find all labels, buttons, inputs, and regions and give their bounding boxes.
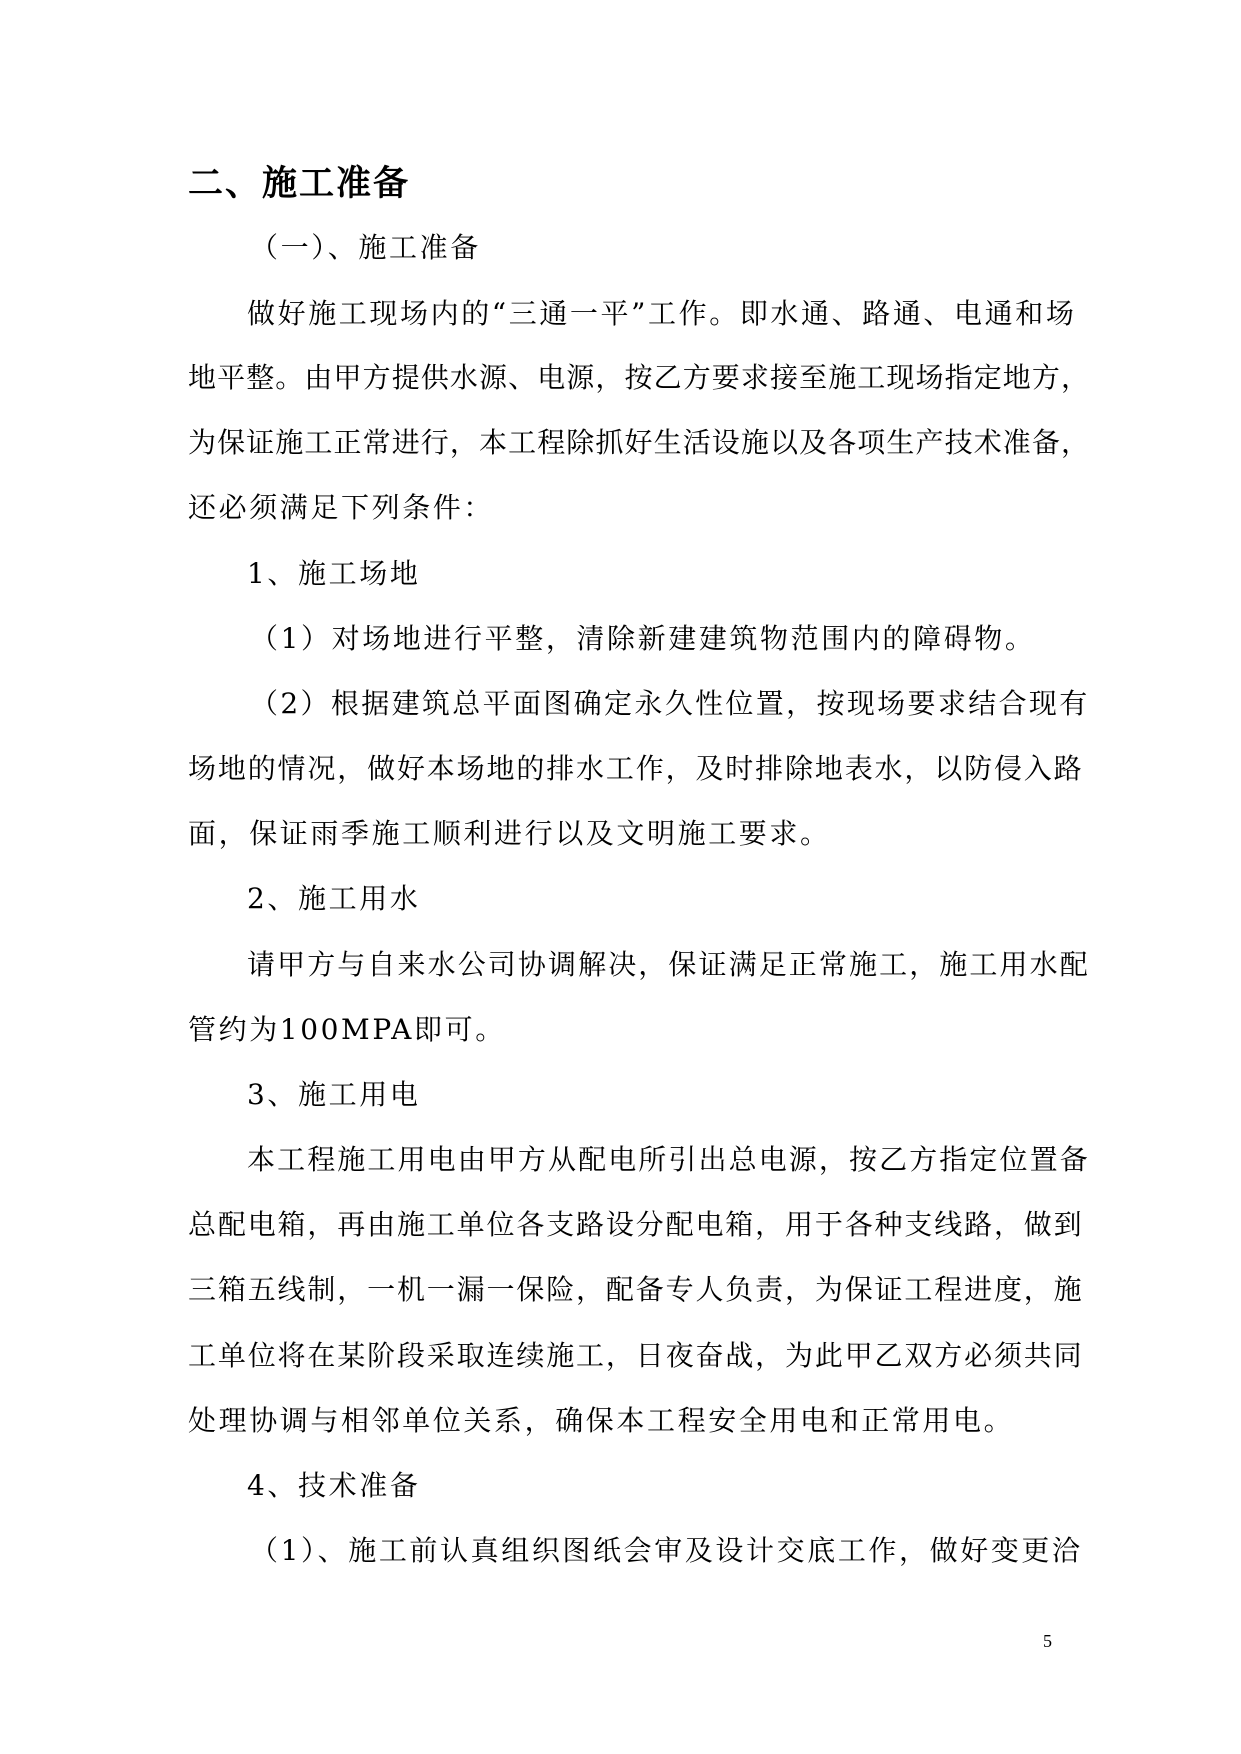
item-heading: 3、施工用电 — [247, 1078, 421, 1111]
paragraph-line: （2）根据建筑总平面图确定永久性位置，按现场要求结合现有 — [250, 687, 1090, 720]
paragraph-line: 总配电箱，再由施工单位各支路设分配电箱，用于各种支线路，做到 — [188, 1208, 1084, 1241]
section-title: 二、施工准备 — [188, 164, 411, 204]
paragraph-line: 做好施工现场内的“三通一平”工作。即水通、路通、电通和场 — [247, 297, 1077, 330]
paragraph-line: （1）、施工前认真组织图纸会审及设计交底工作，做好变更洽 — [250, 1534, 1083, 1567]
paragraph-line: 场地的情况，做好本场地的排水工作，及时排除地表水，以防侵入路 — [188, 752, 1084, 785]
page-number: 5 — [1043, 1631, 1052, 1651]
item-heading: 2、施工用水 — [247, 882, 421, 915]
paragraph-line: 面，保证雨季施工顺利进行以及文明施工要求。 — [188, 817, 831, 850]
subsection-title: （一）、施工准备 — [250, 231, 481, 264]
paragraph-line: 请甲方与自来水公司协调解决，保证满足正常施工，施工用水配 — [247, 948, 1090, 981]
paragraph-line: 地平整。由甲方提供水源、电源，按乙方要求接至施工现场指定地方， — [188, 361, 1091, 394]
item-heading: 4、技术准备 — [247, 1469, 421, 1502]
paragraph-line: 工单位将在某阶段采取连续施工，日夜奋战，为此甲乙双方必须共同 — [188, 1339, 1084, 1372]
paragraph-line: 管约为100MPA即可。 — [188, 1013, 506, 1046]
paragraph-line: 三箱五线制，一机一漏一保险，配备专人负责，为保证工程进度，施 — [188, 1273, 1084, 1306]
paragraph-line: 本工程施工用电由甲方从配电所引出总电源，按乙方指定位置备 — [247, 1143, 1090, 1176]
paragraph-line: 为保证施工正常进行，本工程除抓好生活设施以及各项生产技术准备， — [188, 426, 1091, 459]
paragraph-line: 还必须满足下列条件： — [188, 491, 495, 524]
paragraph-line: （1）对场地进行平整，清除新建建筑物范围内的障碍物。 — [250, 622, 1036, 655]
paragraph-line: 处理协调与相邻单位关系，确保本工程安全用电和正常用电。 — [188, 1404, 1015, 1437]
item-heading: 1、施工场地 — [247, 557, 421, 590]
